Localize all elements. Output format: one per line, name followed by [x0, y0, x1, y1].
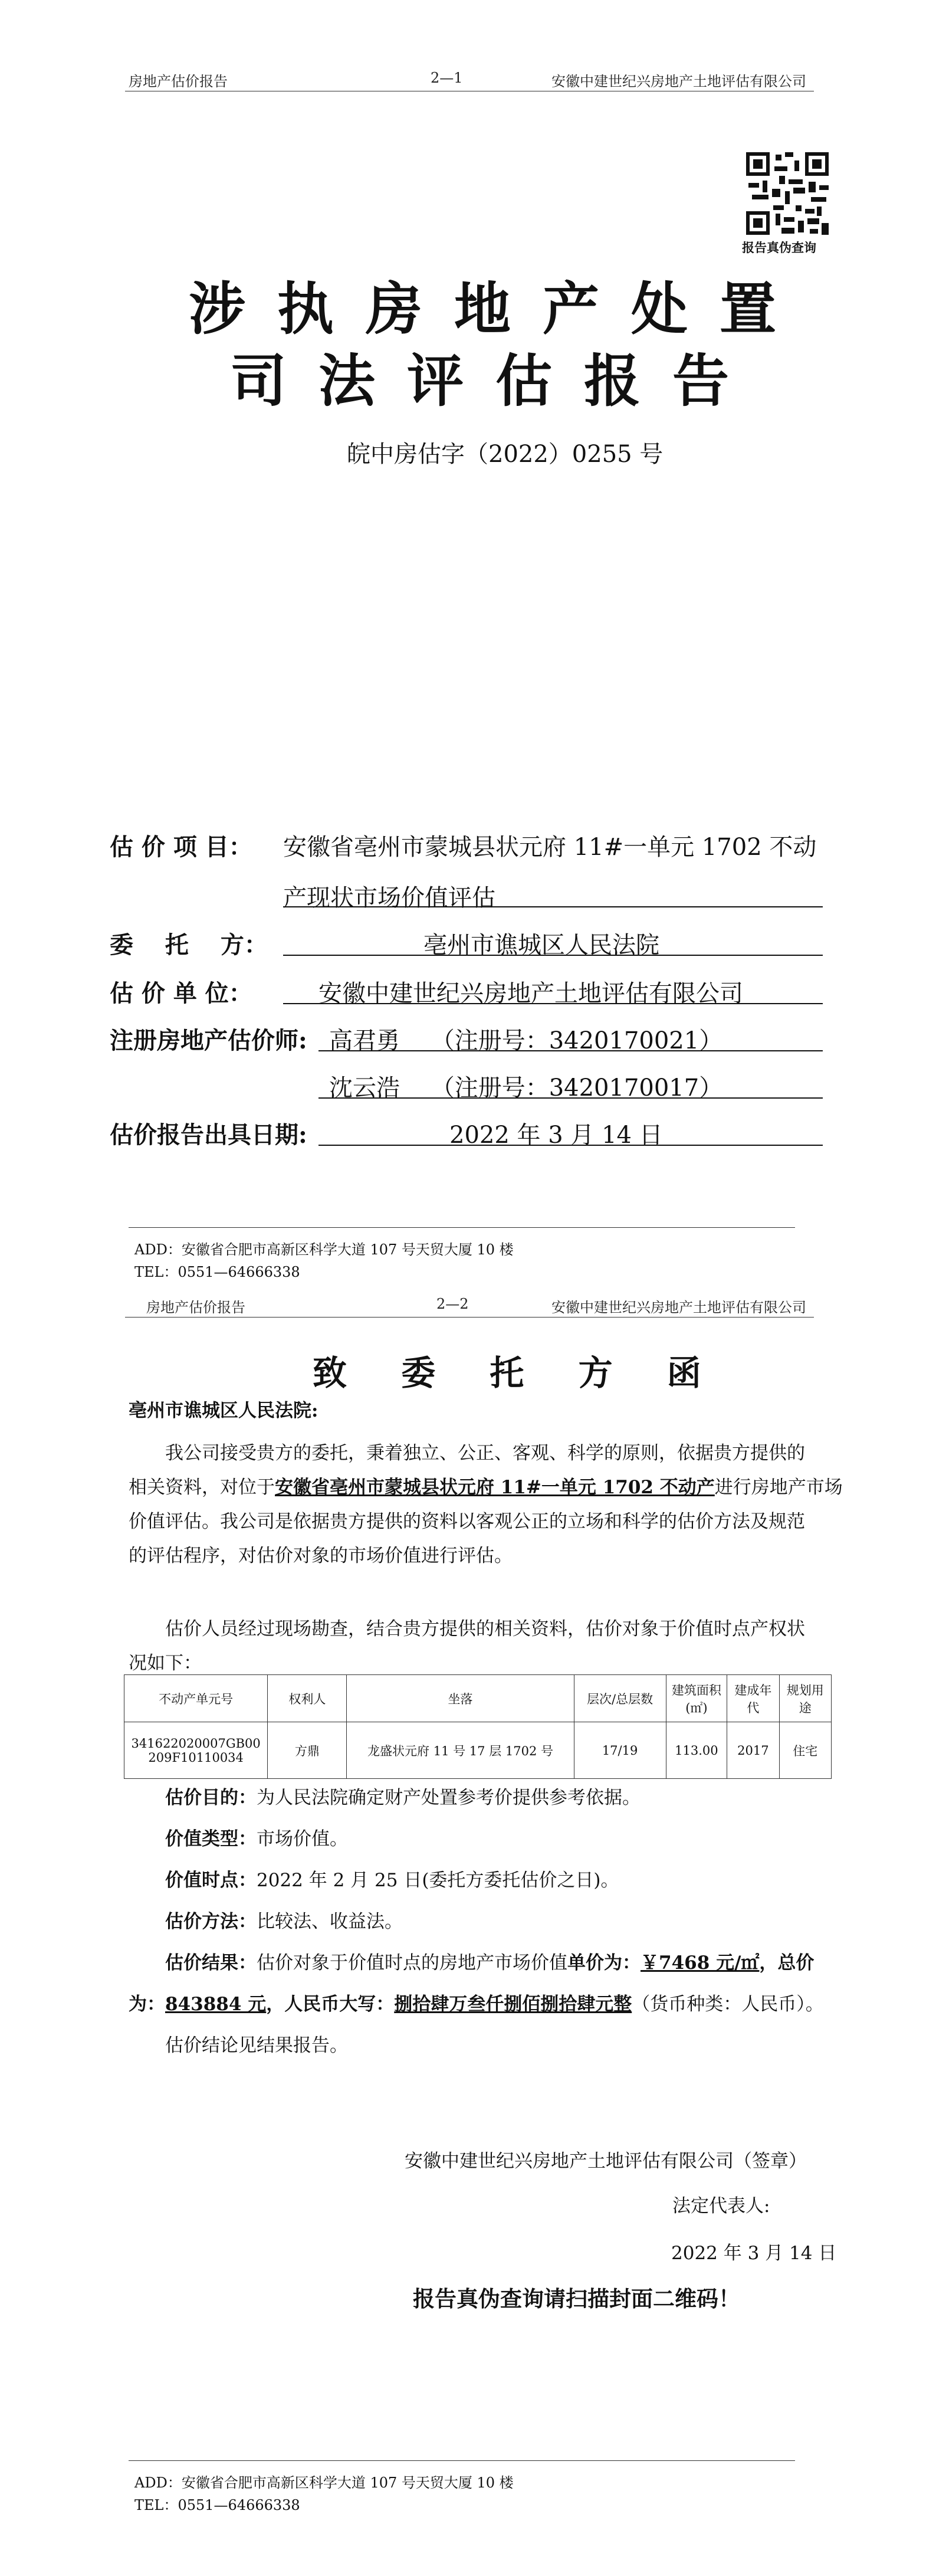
footer-tel: TEL：0551—64666338: [134, 1264, 300, 1280]
purpose-line: 估价目的：为人民法院确定财产处置参考价提供参考依据。: [165, 1787, 641, 1808]
report-title-line2: 司法评估报告: [230, 348, 761, 414]
total-price-rmb: 捌拾肆万叁仟捌佰捌拾肆元整: [394, 1994, 632, 2015]
header-right: 安徽中建世纪兴房地产土地评估有限公司: [551, 73, 806, 90]
total-price: 843884 元: [165, 1994, 267, 2015]
footer-divider: [129, 1227, 795, 1228]
cell-location: 龙盛状元府 11 号 17 层 1702 号: [347, 1722, 574, 1779]
client-label: 委 托 方：: [110, 931, 268, 959]
unit-label: 估 价 单 位：: [110, 979, 252, 1007]
unit-value: 安徽中建世纪兴房地产土地评估有限公司: [318, 980, 743, 1007]
result-line1: 估价结果：估价对象于价值时点的房地产市场价值单价为：￥7468 元/㎡，总价: [165, 1952, 815, 1974]
qr-caption: 报告真伪查询: [742, 240, 816, 255]
property-location: 安徽省亳州市蒙城县状元府 11#一单元 1702 不动产: [275, 1477, 715, 1498]
paragraph-1-line3: 价值评估。我公司是依据贵方提供的资料以客观公正的立场和科学的估价方法及规范: [129, 1511, 805, 1532]
header-left: 房地产估价报告: [129, 73, 228, 90]
method-line: 估价方法：比较法、收益法。: [165, 1911, 403, 1932]
unit-price: ￥7468 元/㎡: [641, 1952, 760, 1974]
sign-date: 2022 年 3 月 14 日: [671, 2243, 837, 2264]
paragraph-1-line1: 我公司接受贵方的委托，秉着独立、公正、客观、科学的原则，依据贵方提供的: [165, 1443, 805, 1464]
cell-year: 2017: [727, 1722, 779, 1779]
conclusion-line: 估价结论见结果报告。: [165, 2035, 348, 2056]
header-divider: [125, 1317, 814, 1318]
project-value-line1: 安徽省亳州市蒙城县状元府 11#一单元 1702 不动: [283, 834, 817, 861]
report-title-line1: 涉执房地产处置: [189, 276, 808, 342]
paragraph-2-line1: 估价人员经过现场勘查，结合贵方提供的相关资料，估价对象于价值时点产权状: [165, 1618, 805, 1640]
paragraph-1-line4: 的评估程序，对估价对象的市场价值进行评估。: [129, 1545, 513, 1566]
header-page-number: 2—2: [436, 1296, 469, 1312]
qr-code-icon[interactable]: [746, 152, 829, 235]
property-table: [124, 1674, 832, 1779]
cell-unit-no: 341622020007GB00209F10110034: [124, 1722, 268, 1779]
col-floor: 层次/总层数: [574, 1675, 666, 1722]
client-value: 亳州市谯城区人民法院: [423, 932, 659, 959]
cell-owner: 方鼎: [268, 1722, 347, 1779]
footer-divider: [129, 2460, 795, 2461]
col-owner: 权利人: [268, 1675, 347, 1722]
table-row: [124, 1722, 832, 1779]
sign-legal-rep: 法定代表人:: [672, 2195, 770, 2217]
report-number: 皖中房估字（2022）0255 号: [347, 441, 664, 468]
cell-area: 113.00: [666, 1722, 727, 1779]
footer-address: ADD：安徽省合肥市高新区科学大道 107 号天贸大厦 10 楼: [134, 1241, 514, 1258]
col-year: 建成年代: [727, 1675, 779, 1722]
header-left: 房地产估价报告: [146, 1299, 245, 1316]
header-right: 安徽中建世纪兴房地产土地评估有限公司: [551, 1299, 806, 1316]
value-type-line: 价值类型：市场价值。: [165, 1828, 348, 1850]
paragraph-2-line2: 况如下：: [129, 1653, 202, 1674]
sign-company: 安徽中建世纪兴房地产土地评估有限公司（签章）: [405, 2151, 807, 2172]
result-line2: 为：843884 元，人民币大写：捌拾肆万叁仟捌佰捌拾肆元整（货币种类：人民币）。: [129, 1994, 824, 2015]
addressee: 亳州市谯城区人民法院:: [129, 1400, 318, 1421]
verify-note: 报告真伪查询请扫描封面二维码！: [413, 2286, 740, 2312]
issue-date-label: 估价报告出具日期:: [110, 1121, 307, 1149]
table-header-row: [124, 1675, 832, 1722]
col-location: 坐落: [347, 1675, 574, 1722]
paragraph-1-line2: 相关资料，对位于安徽省亳州市蒙城县状元府 11#一单元 1702 不动产进行房地产市场: [129, 1477, 843, 1498]
cell-usage: 住宅: [779, 1722, 831, 1779]
appraiser-2: 沈云浩 （注册号：3420170017）: [329, 1074, 723, 1102]
cell-floor: 17/19: [574, 1722, 666, 1779]
footer-tel: TEL：0551—64666338: [134, 2497, 300, 2513]
col-unit-no: 不动产单元号: [124, 1675, 268, 1722]
col-usage: 规划用途: [779, 1675, 831, 1722]
appraiser-label: 注册房地产估价师:: [110, 1027, 307, 1054]
project-value-line2: 产现状市场价值评估: [283, 884, 495, 912]
letter-title: 致 委 托 方 函: [313, 1353, 722, 1393]
issue-date-value: 2022 年 3 月 14 日: [449, 1122, 663, 1149]
header-page-number: 2—1: [431, 70, 463, 86]
footer-address: ADD：安徽省合肥市高新区科学大道 107 号天贸大厦 10 楼: [134, 2475, 514, 2491]
col-area: 建筑面积(㎡): [666, 1675, 727, 1722]
value-time-line: 价值时点：2022 年 2 月 25 日(委托方委托估价之日)。: [165, 1870, 619, 1891]
project-label: 估 价 项 目：: [110, 833, 252, 861]
appraiser-1: 高君勇 （注册号：3420170021）: [329, 1027, 723, 1054]
